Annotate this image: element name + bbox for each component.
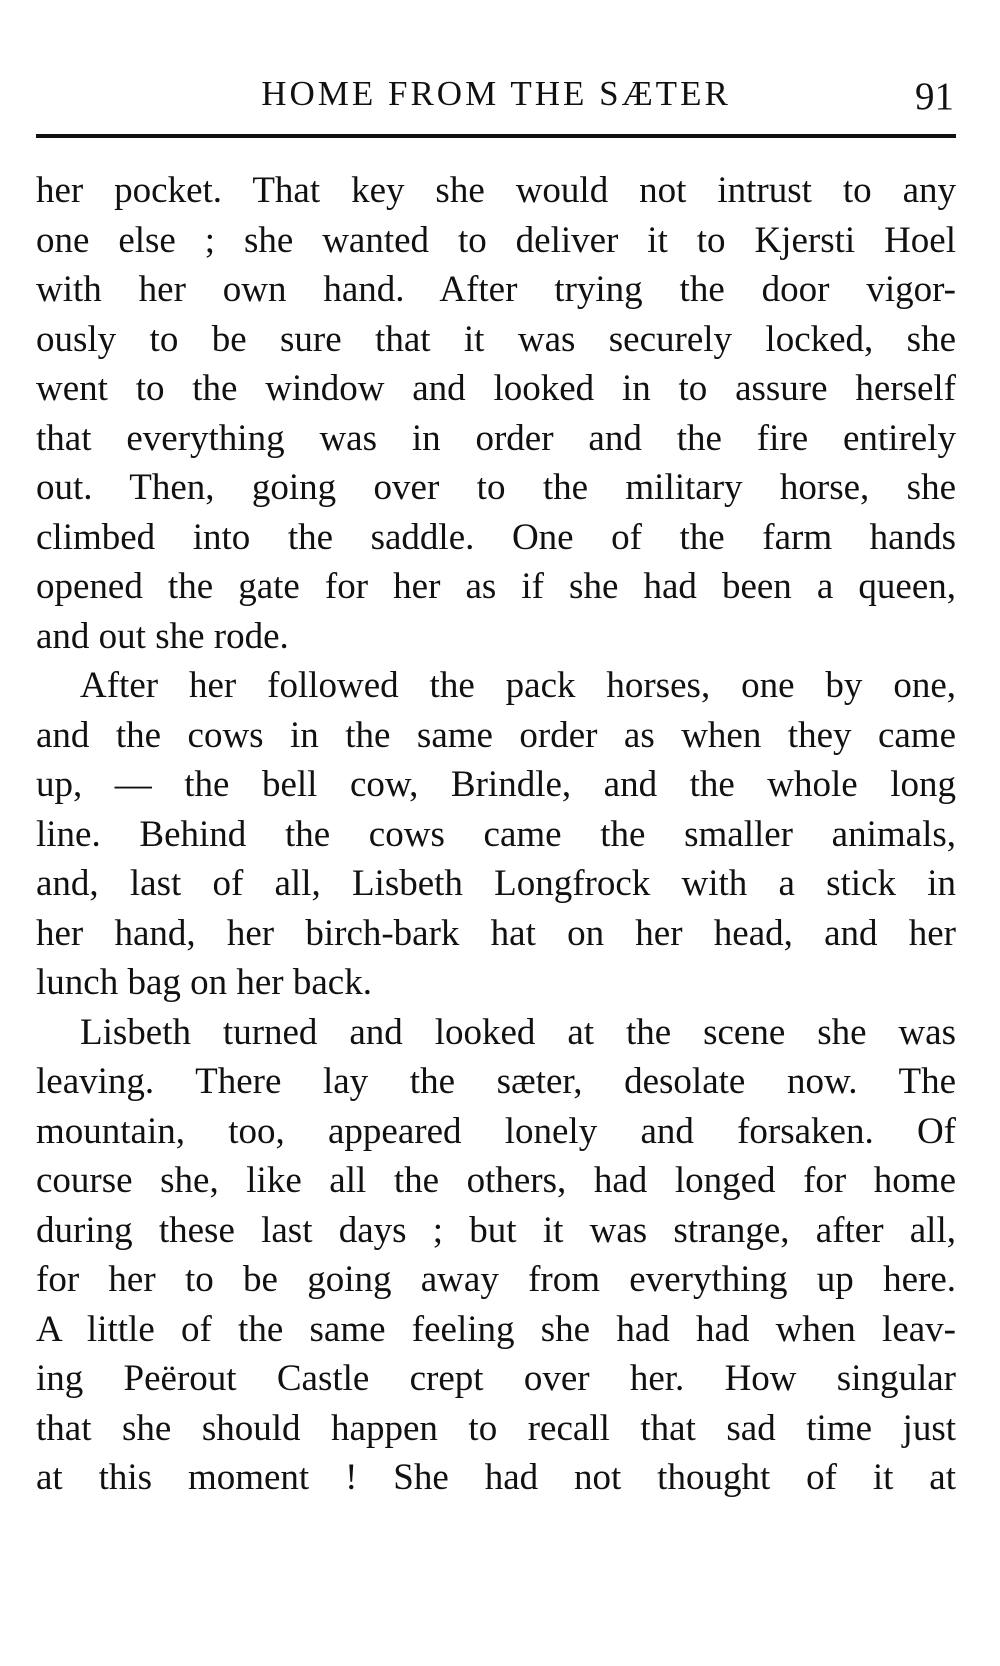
page-header <box>36 68 956 128</box>
text-line: A little of the same feeling she had had when leav- <box>36 1308 956 1350</box>
text-line: for her to be going away from everything up here. <box>36 1259 956 1300</box>
text-line: After her followed the pack horses, one by one, <box>80 665 956 706</box>
text-line: leaving. There lay the sæter, desolate now. The <box>36 1061 956 1102</box>
text-line: her hand, her birch-bark hat on her head, and her <box>36 912 956 954</box>
text-line: lunch bag on her back. <box>36 962 372 1003</box>
text-line: that she should happen to recall that sad time just <box>36 1407 956 1449</box>
running-title: HOME FROM THE SÆTER <box>261 74 731 113</box>
text-line: up, — the bell cow, Brindle, and the whole long <box>36 764 956 805</box>
text-line: that everything was in order and the fire entirely <box>36 417 956 459</box>
header-rule <box>36 134 956 138</box>
text-line: and the cows in the same order as when they came <box>36 714 956 756</box>
text-line: out. Then, going over to the military horse, she <box>36 467 956 508</box>
text-line: at this moment ! She had not thought of it at <box>36 1457 956 1498</box>
text-line: and, last of all, Lisbeth Longfrock with a stick in <box>36 863 956 904</box>
text-line: opened the gate for her as if she had been a queen, <box>36 566 956 607</box>
text-line: one else ; she wanted to deliver it to Kjersti Hoel <box>36 219 956 261</box>
text-line: line. Behind the cows came the smaller animals, <box>36 813 956 855</box>
text-line: went to the window and looked in to assure herself <box>36 368 956 409</box>
text-line: ing Peërout Castle crept over her. How singular <box>36 1358 956 1399</box>
text-line: course she, like all the others, had longed for home <box>36 1160 956 1201</box>
text-line: climbed into the saddle. One of the farm hands <box>36 516 956 558</box>
body-text <box>36 166 956 1503</box>
text-line: and out she rode. <box>36 615 289 657</box>
page-number: 91 <box>915 75 954 118</box>
text-line: Lisbeth turned and looked at the scene she was <box>80 1011 956 1053</box>
text-line: with her own hand. After trying the door vigor- <box>36 269 956 310</box>
text-line: during these last days ; but it was strange, after all, <box>36 1209 956 1251</box>
text-line: her pocket. That key she would not intrust to any <box>36 170 956 211</box>
text-line: mountain, too, appeared lonely and forsaken. Of <box>36 1110 956 1152</box>
text-line: ously to be sure that it was securely locked, she <box>36 318 956 360</box>
